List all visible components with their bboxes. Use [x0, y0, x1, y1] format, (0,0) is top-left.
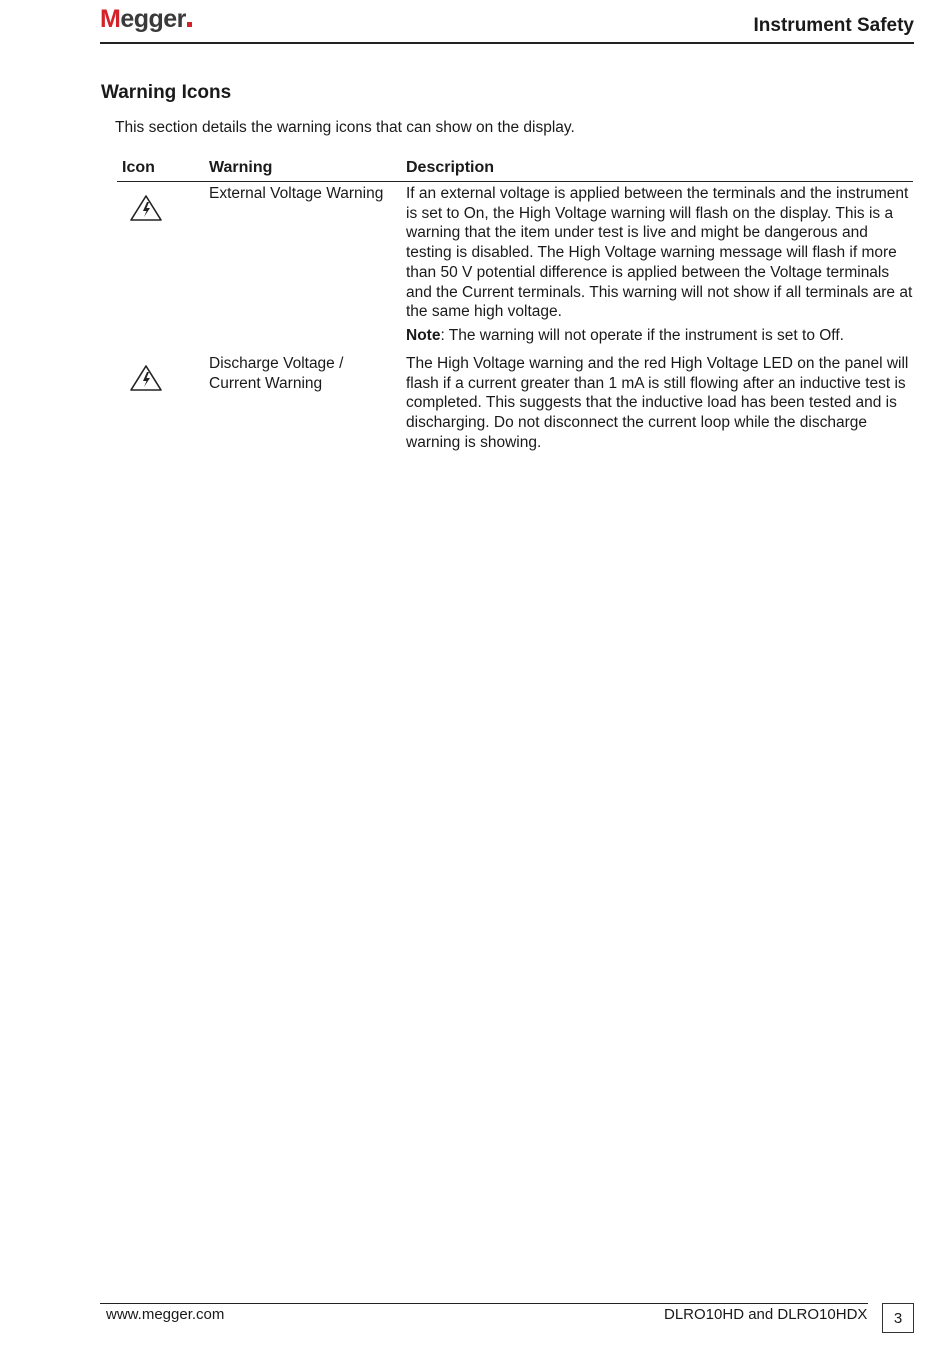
logo-dot [187, 22, 192, 27]
header-divider [100, 42, 914, 44]
column-header-icon: Icon [122, 159, 155, 176]
description-note [406, 326, 914, 346]
table-row [117, 184, 913, 354]
note-text: : The warning will not operate if the instrument is set to Off. [440, 326, 844, 344]
note-label: Note [406, 326, 441, 344]
footer-divider [100, 1303, 868, 1304]
logo-rest: egger [120, 5, 186, 33]
header-title: Instrument Safety [753, 15, 914, 36]
footer-product: DLRO10HD and DLRO10HDX [664, 1306, 868, 1323]
table-header [117, 157, 913, 182]
section-title: Warning Icons [101, 82, 232, 103]
warning-name-line-1: Discharge Voltage / [209, 355, 344, 372]
column-header-warning: Warning [209, 159, 273, 176]
footer-url: www.megger.com [106, 1306, 225, 1323]
warning-description [406, 184, 914, 346]
section-intro: This section details the warning icons that can show on the display. [115, 119, 575, 136]
column-header-description: Description [406, 159, 495, 176]
warning-name: External Voltage Warning [209, 185, 384, 202]
megger-logo [100, 4, 192, 34]
warning-icons-table [117, 157, 913, 454]
warning-name [209, 354, 399, 393]
warning-name-line-2: Current Warning [209, 374, 323, 392]
table-row [117, 354, 913, 454]
logo-initial: M [100, 5, 121, 33]
high-voltage-warning-icon [129, 194, 163, 222]
high-voltage-warning-icon [129, 364, 163, 392]
page-number: 3 [882, 1303, 914, 1333]
warning-description: The High Voltage warning and the red High Voltage LED on the panel will flash if a current greater than 1 mA is still flowing after an inductive test is completed. This suggests that the inductive load has been tested and is discharging. Do not disconnect the current loop while the discharge warning is showing. [406, 355, 909, 451]
description-text: If an external voltage is applied between the terminals and the instrument is set to On, the High Voltage warning will flash on the display. This is a warning that the item under test is live and might be dangerous and testing is disabled. The High Voltage warning message will flash if more than 50 V potential difference is applied between the Voltage terminals and the Current terminals. This warning will not show if all terminals are at the same high voltage. [406, 185, 913, 321]
